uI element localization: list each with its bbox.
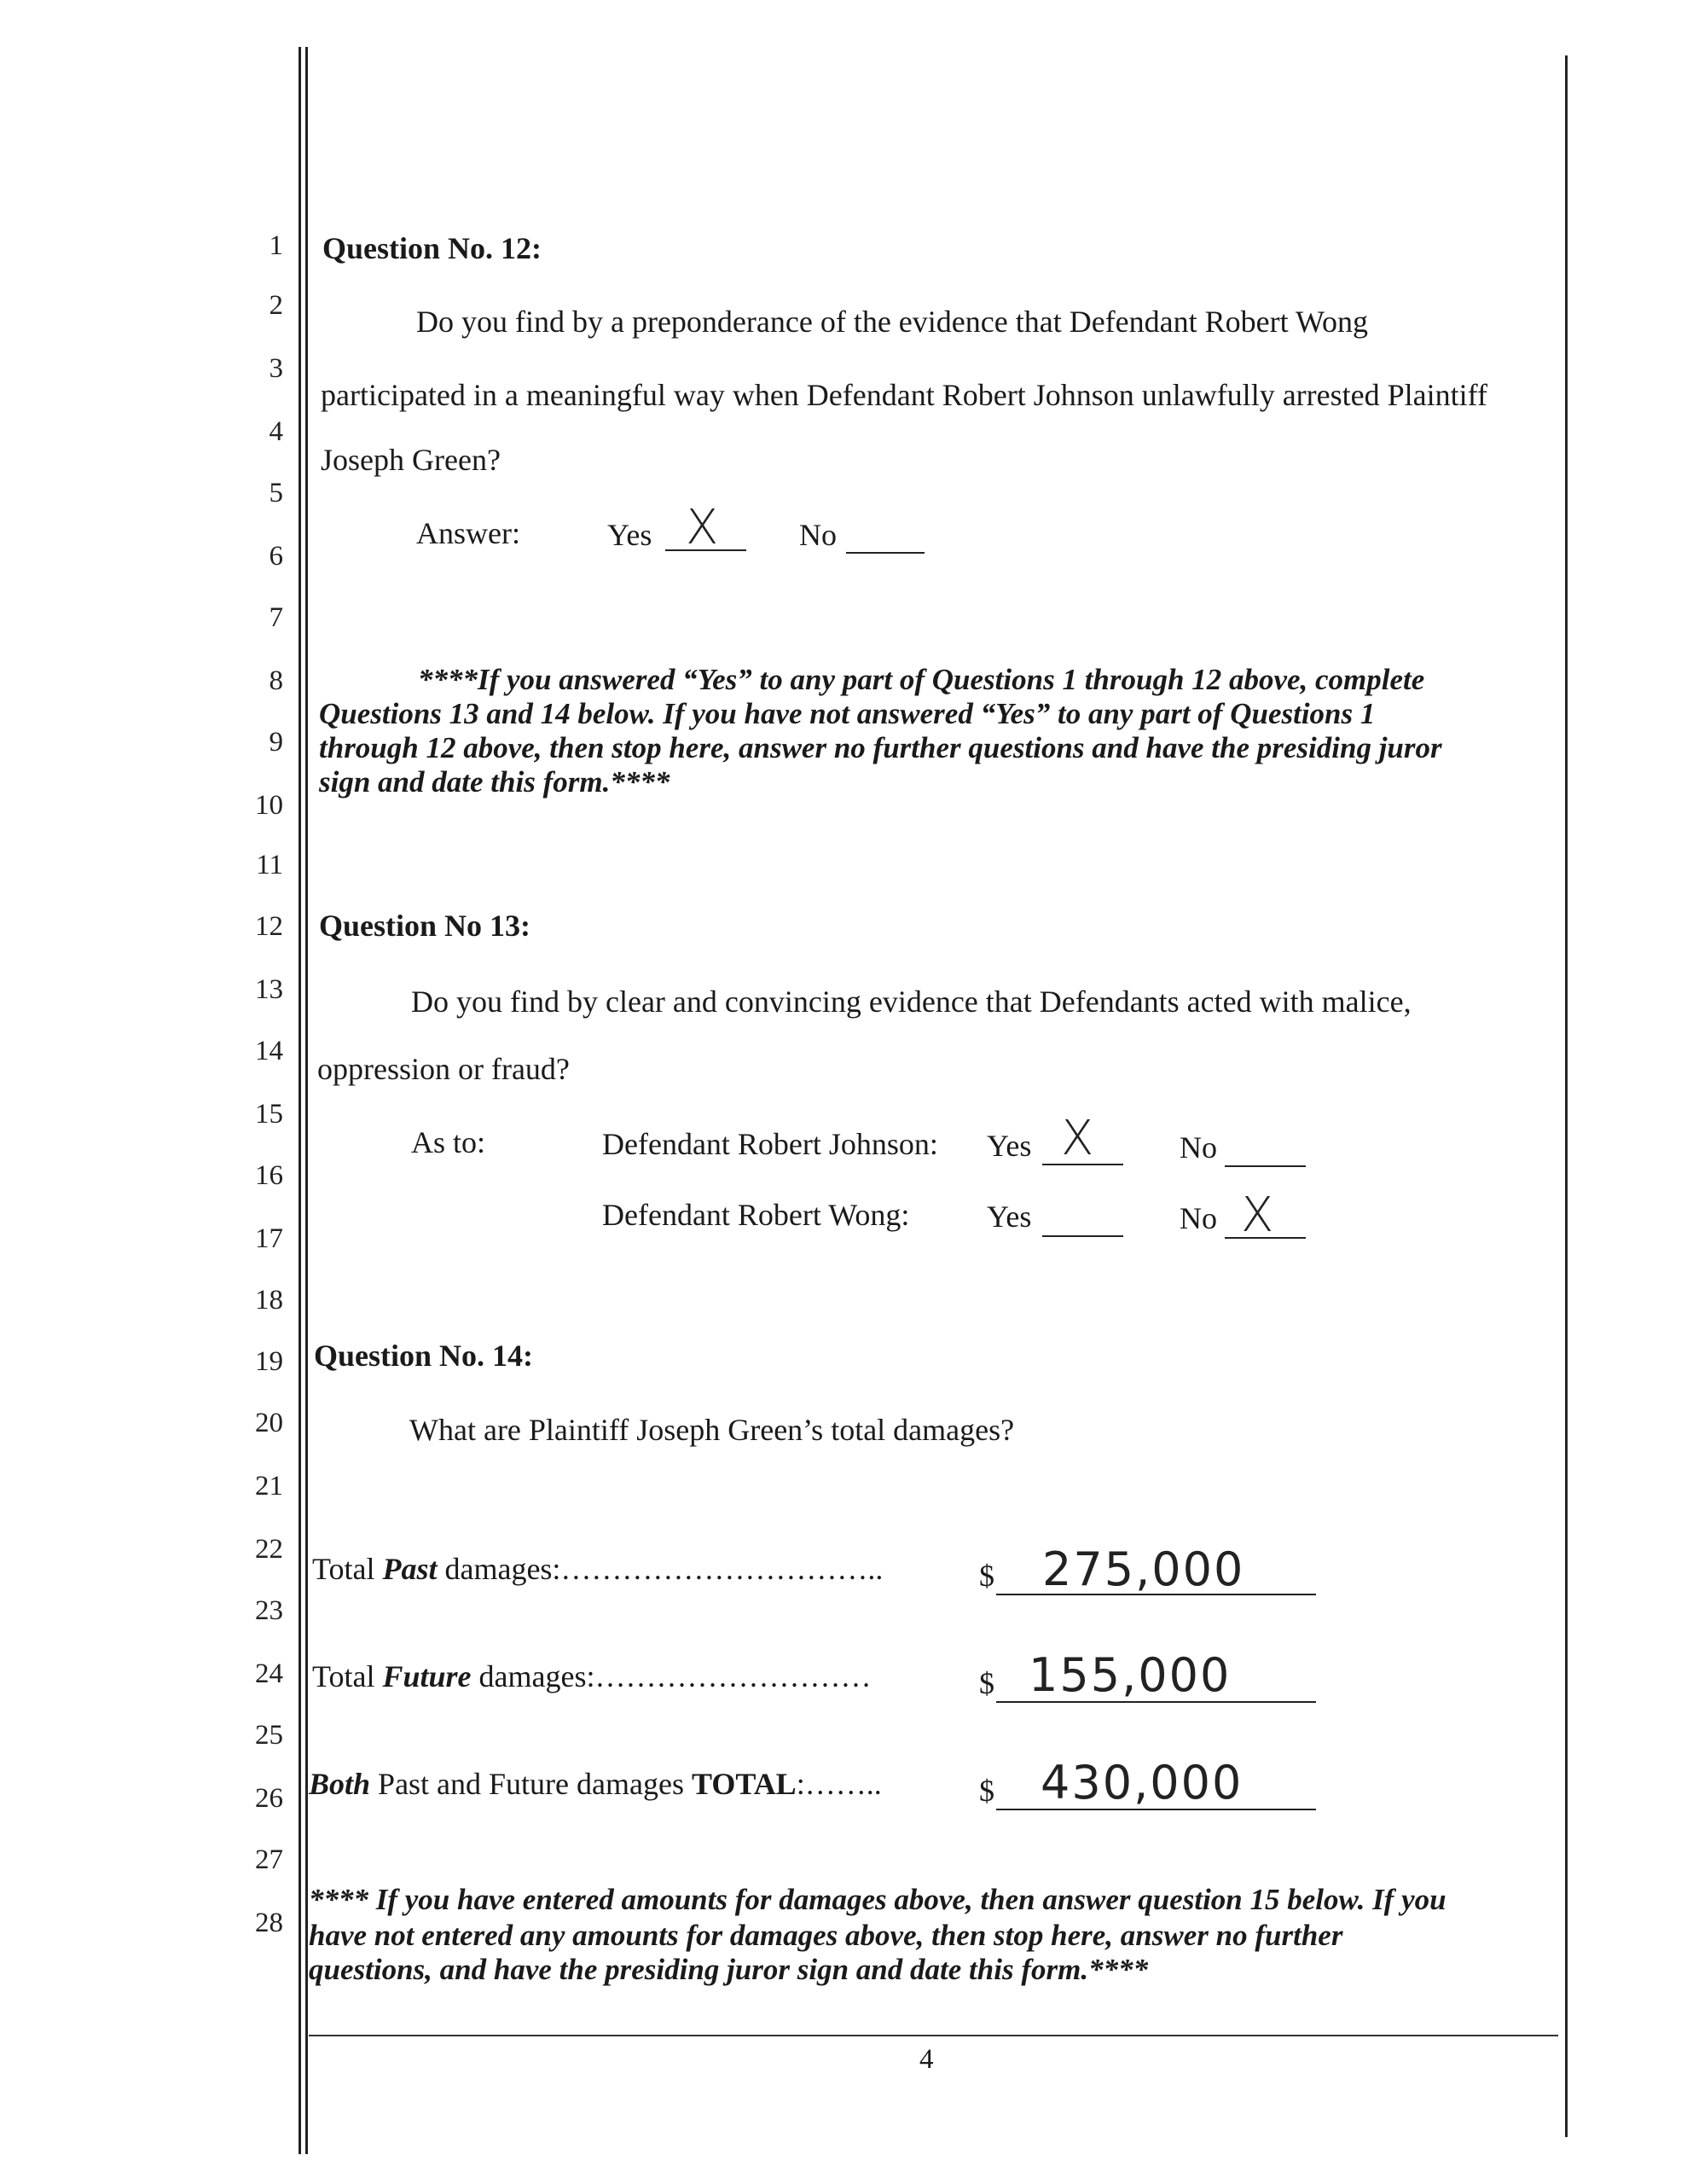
line-number: 21 bbox=[255, 1471, 283, 1502]
q13-wong-no-mark: X bbox=[1241, 1188, 1274, 1243]
instruction-2-line-1: **** If you have entered amounts for damages above, then answer question 15 below. If you bbox=[309, 1883, 1446, 1916]
line-number: 22 bbox=[255, 1534, 283, 1565]
q13-wong-yes-label: Yes bbox=[987, 1199, 1032, 1234]
past-pre: Total bbox=[312, 1552, 383, 1586]
line-number: 20 bbox=[255, 1408, 283, 1438]
line-number: 9 bbox=[269, 727, 283, 758]
instruction-2-line-2: have not entered any amounts for damages above, then stop here, answer no further bbox=[309, 1919, 1343, 1952]
line-number: 18 bbox=[255, 1285, 283, 1316]
line-number: 14 bbox=[255, 1036, 283, 1066]
line-number: 4 bbox=[269, 416, 283, 447]
line-number: 15 bbox=[255, 1099, 283, 1130]
q12-heading: Question No. 12: bbox=[322, 231, 542, 265]
line-number: 8 bbox=[269, 665, 283, 696]
future-post: damages:……………………… bbox=[471, 1659, 872, 1693]
past-damages-label bbox=[312, 1551, 883, 1587]
past-currency: $ bbox=[979, 1559, 994, 1593]
q13-wong-yes-blank[interactable] bbox=[1042, 1235, 1123, 1237]
instruction-1-line-1: ****If you answered “Yes” to any part of Questions 1 through 12 above, complete bbox=[418, 663, 1425, 696]
q13-wong-no-label: No bbox=[1180, 1201, 1217, 1235]
instruction-1-line-3: through 12 above, then stop here, answer no further questions and have the presiding juror bbox=[319, 731, 1442, 764]
line-number: 17 bbox=[255, 1223, 283, 1254]
q12-no-blank[interactable] bbox=[846, 552, 925, 554]
q13-johnson-no-label: No bbox=[1180, 1130, 1217, 1165]
total-currency: $ bbox=[979, 1774, 994, 1808]
q13-wong-name: Defendant Robert Wong: bbox=[602, 1198, 910, 1232]
left-margin-rule-inner bbox=[305, 47, 308, 2154]
past-post: damages:………………………….. bbox=[437, 1552, 884, 1586]
q12-text-line-1: Do you find by a preponderance of the evidence that Defendant Robert Wong bbox=[416, 305, 1369, 339]
q12-answer-label: Answer: bbox=[416, 516, 520, 550]
q14-heading: Question No. 14: bbox=[314, 1339, 534, 1373]
line-number: 24 bbox=[255, 1658, 283, 1689]
q14-text-line-1: What are Plaintiff Joseph Green’s total damages? bbox=[409, 1413, 1015, 1447]
total-amount: 430,000 bbox=[1041, 1756, 1244, 1809]
line-number: 19 bbox=[255, 1346, 283, 1377]
footer-rule bbox=[309, 2035, 1558, 2036]
line-number: 27 bbox=[255, 1844, 283, 1875]
line-number: 16 bbox=[255, 1160, 283, 1191]
total-em: Both bbox=[309, 1767, 371, 1801]
total-damages-label bbox=[309, 1766, 882, 1802]
line-number: 5 bbox=[269, 478, 283, 508]
instruction-1-line-4: sign and date this form.**** bbox=[319, 765, 670, 799]
q13-johnson-yes-label: Yes bbox=[987, 1129, 1032, 1163]
line-number: 26 bbox=[255, 1783, 283, 1814]
q13-heading: Question No 13: bbox=[319, 909, 531, 943]
total-post: :…….. bbox=[796, 1767, 882, 1801]
past-em: Past bbox=[382, 1552, 438, 1586]
q13-text-line-2: oppression or fraud? bbox=[317, 1052, 570, 1086]
instruction-1-line-2: Questions 13 and 14 below. If you have not answered “Yes” to any part of Questions 1 bbox=[319, 697, 1376, 730]
q12-text-line-2: participated in a meaningful way when Defendant Robert Johnson unlawfully arrested Plaintiff bbox=[321, 378, 1487, 412]
future-em: Future bbox=[382, 1659, 472, 1693]
right-margin-rule bbox=[1565, 55, 1568, 2137]
q12-yes-mark: X bbox=[686, 500, 719, 555]
line-number: 6 bbox=[269, 541, 283, 572]
q12-text-line-3: Joseph Green? bbox=[321, 443, 501, 477]
past-amount: 275,000 bbox=[1042, 1542, 1245, 1596]
q13-johnson-name: Defendant Robert Johnson: bbox=[602, 1127, 938, 1161]
line-number: 25 bbox=[255, 1720, 283, 1751]
q12-no-label: No bbox=[799, 518, 837, 552]
line-number: 12 bbox=[255, 911, 283, 942]
line-number: 11 bbox=[256, 850, 283, 880]
line-number: 2 bbox=[269, 290, 283, 321]
total-strong: TOTAL bbox=[691, 1767, 797, 1801]
left-margin-rule-outer bbox=[299, 47, 301, 2154]
q13-text-line-1: Do you find by clear and convincing evidence that Defendants acted with malice, bbox=[411, 985, 1412, 1019]
q13-johnson-yes-mark: X bbox=[1061, 1111, 1094, 1166]
page-number: 4 bbox=[919, 2044, 934, 2075]
q12-yes-label: Yes bbox=[607, 518, 652, 552]
line-number: 28 bbox=[255, 1908, 283, 1938]
line-number: 1 bbox=[269, 230, 283, 261]
total-mid: Past and Future damages bbox=[370, 1767, 692, 1801]
q13-as-to: As to: bbox=[411, 1125, 486, 1159]
future-damages-label bbox=[312, 1658, 871, 1694]
future-currency: $ bbox=[979, 1666, 994, 1700]
instruction-2-line-3: questions, and have the presiding juror sign and date this form.**** bbox=[309, 1953, 1149, 1986]
line-number: 13 bbox=[255, 974, 283, 1005]
line-number: 23 bbox=[255, 1595, 283, 1626]
line-number: 3 bbox=[269, 353, 283, 384]
q13-johnson-no-blank[interactable] bbox=[1225, 1165, 1306, 1167]
line-number: 10 bbox=[255, 790, 283, 821]
future-pre: Total bbox=[312, 1659, 383, 1693]
line-number: 7 bbox=[269, 602, 283, 633]
future-amount: 155,000 bbox=[1029, 1648, 1232, 1702]
